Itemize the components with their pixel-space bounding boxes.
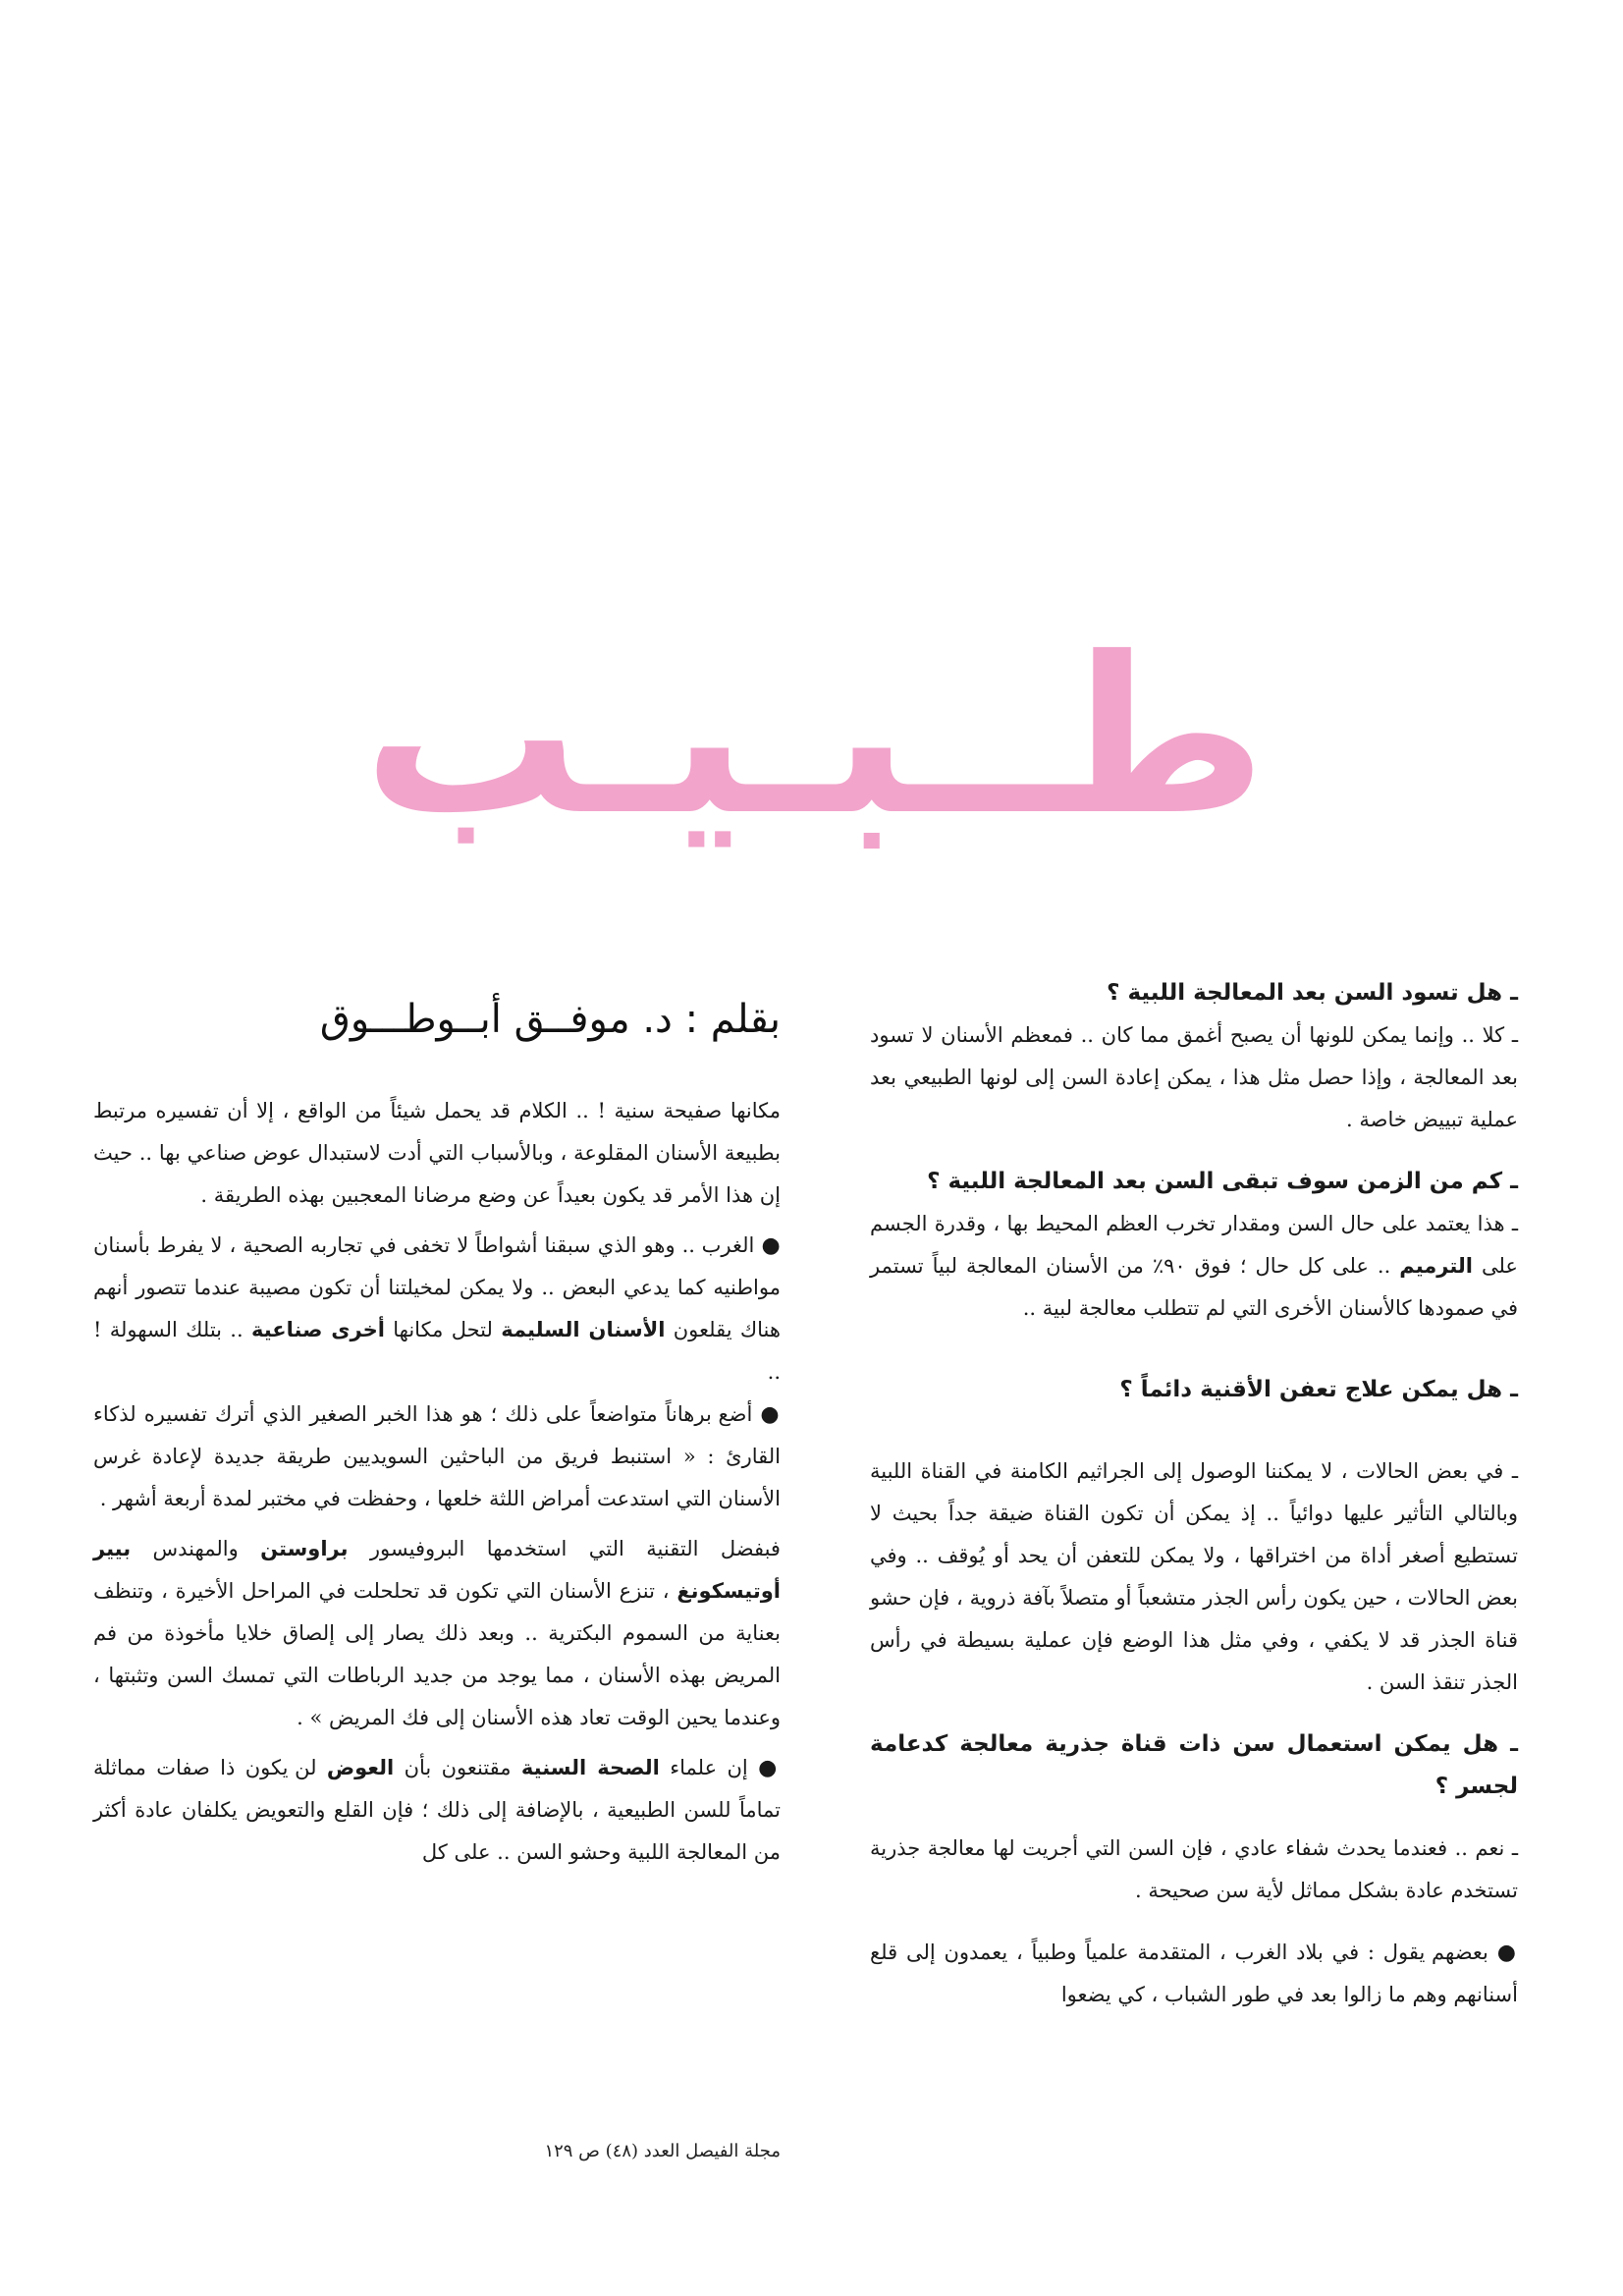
- question-4: ـ هل يمكن استعمال سن ذات قناة جذرية معالجة كدعامة لجسر ؟: [870, 1731, 1518, 1799]
- page-footer: مجلة الفيصل العدد (٤٨) ص ١٢٩: [544, 2141, 781, 2161]
- answer-5-text: بعضهم يقول : في بلاد الغرب ، المتقدمة علمياً وطبياً ، يعمدون إلى قلع أسنانهم وهم ما زالوا بعد في طور الشباب ، كي يضعوا: [870, 1941, 1518, 2006]
- paragraph-4: [93, 1528, 781, 1739]
- answer-3: ـ في بعض الحالات ، لا يمكننا الوصول إلى الجراثيم الكامنة في القناة اللبية وبالتالي التأثير عليها دوائياً .. إذ يمكن أن تكون القناة ضيقة جداً بحيث لا تستطيع أصغر أداة من اختراقها ، ولا يمكن للتعفن أن يحد أو يُوقف .. وفي بعض الحالات ، حين يكون رأس الجذر متشعباً أو متصلاً بآفة ذروية ، فإن حشو قناة الجذر قد لا يكفي ، وفي مثل هذا الوضع فإن عملية بسيطة في رأس الجذر تنقذ السن .: [870, 1459, 1518, 1694]
- paragraph-4-part2: والمهندس: [152, 1537, 239, 1560]
- right-column: [870, 972, 1518, 2016]
- paragraph-2-bold2: أخرى صناعية: [250, 1318, 385, 1341]
- question-2: ـ كم من الزمن سوف تبقى السن بعد المعالجة اللبية ؟: [927, 1169, 1518, 1194]
- author-byline: بقلم : د. موفــق أبــوطـــوق: [319, 997, 781, 1042]
- bullet-icon: ●: [758, 1756, 781, 1780]
- paragraph-5-bold1: الصحة السنية: [520, 1756, 660, 1779]
- bullet-icon: ●: [761, 1233, 781, 1258]
- paragraph-1: مكانها صفيحة سنية ! .. الكلام قد يحمل شيئاً من الواقع ، إلا أن تفسيره مرتبط بطبيعة الأسنان المقلوعة ، وبالأسباب التي أدت لاستبدال عوض صناعي بها .. حيث إن هذا الأمر قد يكون بعيداً عن وضع مرضانا المعجبين بهذه الطريقة .: [93, 1099, 781, 1207]
- paragraph-4-part3: ، تنزع الأسنان التي تكون قد تحلحلت في المراحل الأخيرة ، وتنظف بعناية من السموم البكترية .. وبعد ذلك يصار إلى إلصاق خلايا مأخوذة من فم المريض بهذه الأسنان ، مما يوجد من جديد الرباطات التي تمسك السن وتثبتها ، وعندما يحين الوقت تعاد هذه الأسنان إلى فك المريض » .: [93, 1579, 781, 1729]
- answer-2-part2: .. على كل حال ؛ فوق ٩٠٪ من الأسنان المعالجة لبياً تستمر في صمودها كالأسنان الأخرى التي لم تتطلب معالجة لبية ..: [870, 1254, 1518, 1320]
- article-title: طــبـيـب: [362, 611, 1268, 862]
- paragraph-4-part1: فبفضل التقنية التي استخدمها البروفيسور: [369, 1537, 781, 1560]
- left-column: [93, 1090, 781, 1874]
- paragraph-4-bold1: براوستن: [260, 1537, 349, 1560]
- question-1: ـ هل تسود السن بعد المعالجة اللبية ؟: [1107, 980, 1518, 1006]
- paragraph-2-bold1: الأسنان السليمة: [501, 1318, 666, 1341]
- answer-2: [870, 1203, 1518, 1330]
- paragraph-2-part3: .. بتلك السهولة ! ..: [93, 1318, 781, 1384]
- paragraph-3-text: أضع برهاناً متواضعاً على ذلك ؛ هو هذا الخبر الصغير الذي أترك تفسيره لذكاء القارئ : « استنبط فريق من الباحثين السويديين طريقة جديدة لإعادة غرس الأسنان التي استدعت أمراض اللثة خلعها ، وحفظت في مختبر لمدة أربعة أشهر .: [93, 1402, 781, 1510]
- bullet-icon: ●: [1496, 1941, 1518, 1965]
- paragraph-2: [93, 1225, 781, 1394]
- answer-2-part1: ـ هذا يعتمد على حال السن ومقدار تخرب العظم المحيط بها ، وقدرة الجسم على: [870, 1212, 1518, 1278]
- paragraph-5: [93, 1747, 781, 1874]
- question-3: ـ هل يمكن علاج تعفن الأقنية دائماً ؟: [1119, 1377, 1518, 1402]
- paragraph-2-part1: الغرب .. وهو الذي سبقنا أشواطاً لا تخفى في تجاربه الصحية ، لا يفرط بأسنان مواطنيه كما يدعي البعض .. ولا يمكن لمخيلتنا أن تكون مصيبة عندما تتصور أنهم هناك يقلعون: [93, 1233, 781, 1341]
- paragraph-5-part1: إن علماء: [670, 1756, 748, 1779]
- answer-2-bold: الترميم: [1399, 1254, 1473, 1278]
- paragraph-5-part2: مقتنعون بأن: [404, 1756, 512, 1779]
- answer-4: ـ نعم .. فعندما يحدث شفاء عادي ، فإن السن التي أجريت لها معالجة جذرية تستخدم عادة بشكل مماثل لأية سن صحيحة .: [870, 1836, 1518, 1902]
- paragraph-5-bold2: العوض: [326, 1756, 395, 1779]
- answer-1: ـ كلا .. وإنما يمكن للونها أن يصبح أغمق مما كان .. فمعظم الأسنان لا تسود بعد المعالجة ، وإذا حصل مثل هذا ، يمكن إعادة السن إلى لونها الطبيعي بعد عملية تبييض خاصة .: [870, 1023, 1518, 1131]
- paragraph-5-part3: لن يكون ذا صفات مماثلة تماماً للسن الطبيعية ، بالإضافة إلى ذلك ؛ فإن القلع والتعويض يكلفان عادة أكثر من المعالجة اللبية وحشو السن .. على كل: [93, 1756, 781, 1864]
- answer-5: [870, 1932, 1518, 2016]
- paragraph-3: [93, 1394, 781, 1520]
- paragraph-4-bold2: بيير أوتيسكونغ: [93, 1537, 781, 1603]
- paragraph-2-part2: لتحل مكانها: [393, 1318, 493, 1341]
- bullet-icon: ●: [760, 1402, 781, 1427]
